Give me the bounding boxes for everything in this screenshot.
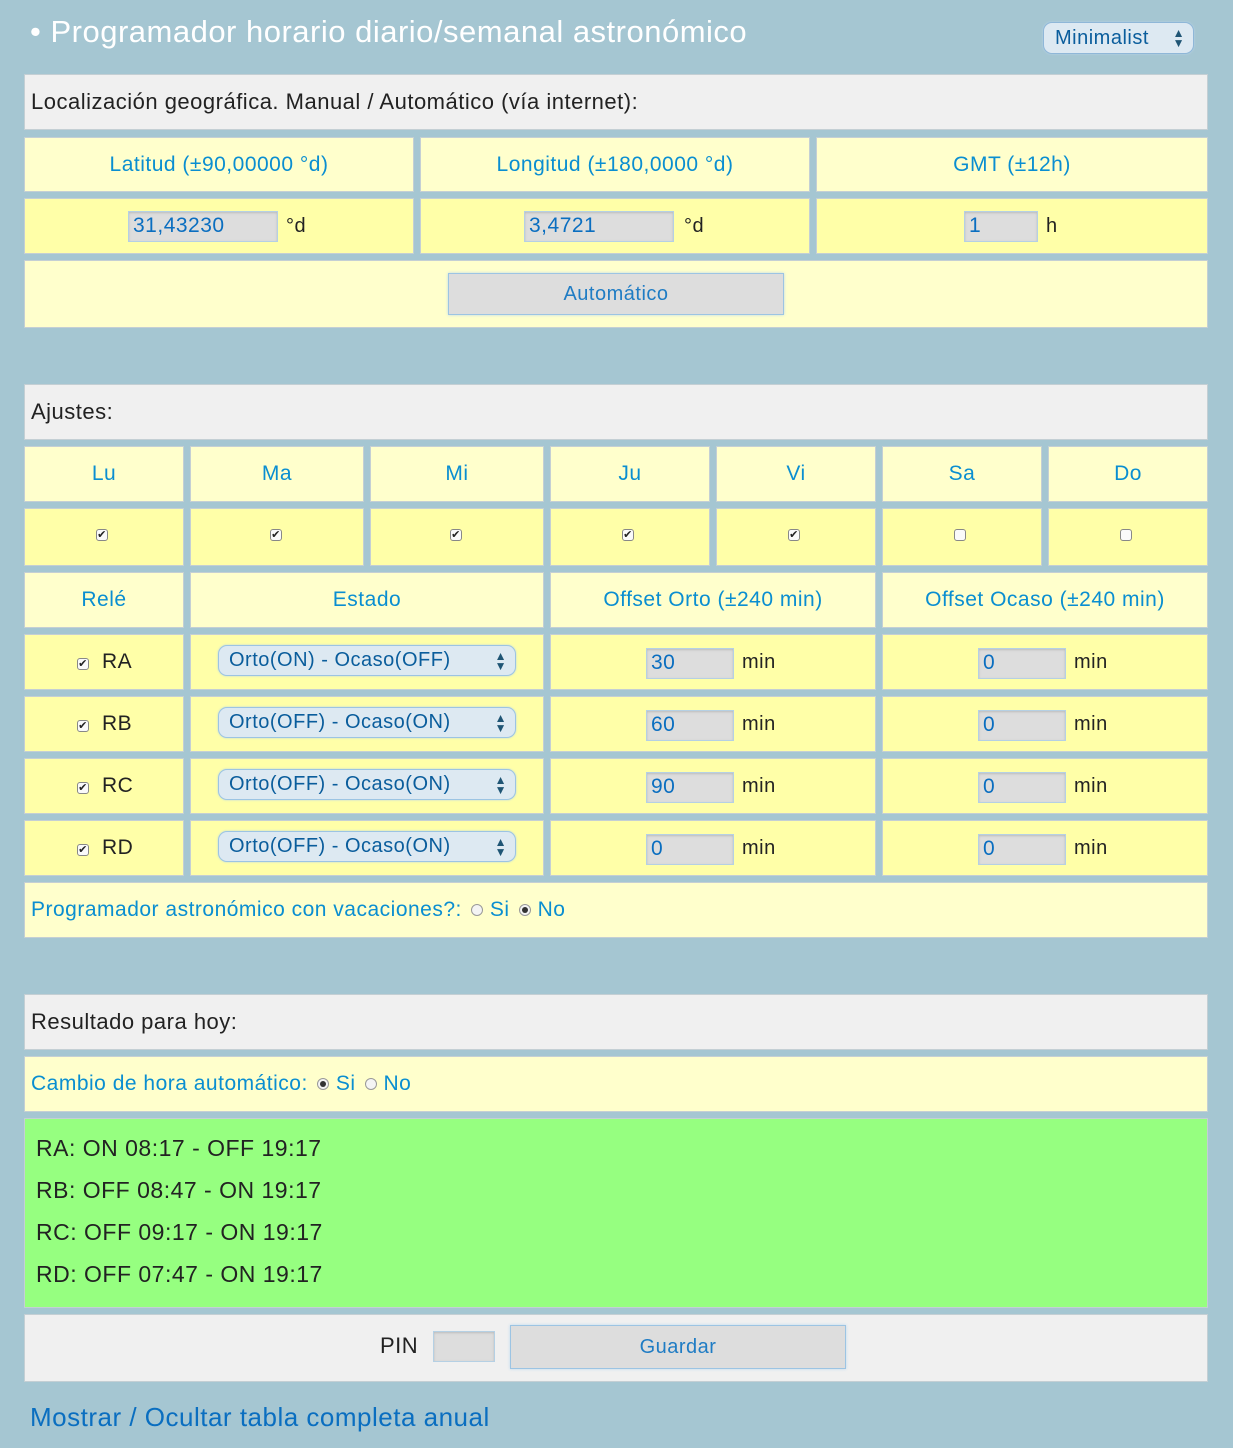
relay-ocaso-unit-ra: min (1074, 651, 1108, 673)
relay-name-rc: RC (102, 774, 134, 797)
relay-ocaso-unit-rc: min (1074, 775, 1108, 797)
relay-ocaso-input-rb[interactable]: 0 (978, 710, 1066, 741)
day-label-lu: Lu (24, 446, 184, 502)
save-button[interactable]: Guardar (510, 1325, 846, 1369)
result-header: Resultado para hoy: (24, 994, 1208, 1050)
relay-cell-rc (24, 758, 184, 814)
theme-select-value: Minimalist (1055, 27, 1149, 49)
vacaciones-radio-si[interactable] (471, 904, 483, 916)
latitude-input[interactable]: 31,43230 (128, 211, 278, 242)
vacaciones-radio-no[interactable] (519, 904, 531, 916)
relay-estado-cell-rc (190, 758, 544, 814)
day-cell-mi (370, 508, 544, 566)
day-cell-ju (550, 508, 710, 566)
longitude-label: Longitud (±180,0000 °d) (420, 137, 810, 192)
location-header: Localización geográfica. Manual / Automático (vía internet): (24, 74, 1208, 130)
relay-cell-rb (24, 696, 184, 752)
gmt-input[interactable]: 1 (964, 211, 1038, 242)
day-cell-lu (24, 508, 184, 566)
relay-estado-select-rc[interactable] (218, 769, 516, 800)
gmt-unit: h (1046, 215, 1058, 237)
relay-orto-cell-rd (550, 820, 876, 876)
result-line-rd: RD: OFF 07:47 - ON 19:17 (36, 1261, 323, 1287)
pin-input[interactable] (433, 1331, 495, 1362)
latitude-unit: °d (286, 215, 307, 237)
toggle-annual-table-link[interactable]: Mostrar / Ocultar tabla completa anual (30, 1402, 490, 1432)
result-line-ra: RA: ON 08:17 - OFF 19:17 (36, 1135, 322, 1161)
relay-orto-cell-rb (550, 696, 876, 752)
relay-estado-select-ra[interactable] (218, 645, 516, 676)
relay-ocaso-cell-ra (882, 634, 1208, 690)
relay-ocaso-cell-rb (882, 696, 1208, 752)
day-label-vi: Vi (716, 446, 876, 502)
page-title: • Programador horario diario/semanal astronómico (30, 14, 748, 49)
vacaciones-si-label: Si (489, 898, 510, 921)
day-checkbox-sa[interactable] (954, 529, 966, 541)
relay-ocaso-cell-rd (882, 820, 1208, 876)
relay-estado-value-rb: Orto(OFF) - Ocaso(ON) (229, 711, 451, 733)
relay-estado-select-rd[interactable] (218, 831, 516, 862)
cambio-si-label: Si (335, 1072, 356, 1095)
relay-name-ra: RA (102, 650, 133, 673)
auto-row (24, 260, 1208, 328)
relay-orto-unit-rd: min (742, 837, 776, 859)
relay-orto-input-rc[interactable]: 90 (646, 772, 734, 803)
relay-ocaso-unit-rb: min (1074, 713, 1108, 735)
day-checkbox-vi[interactable]: ✔ (789, 529, 799, 541)
cambio-radio-no[interactable] (365, 1078, 377, 1090)
day-label-sa: Sa (882, 446, 1042, 502)
relay-estado-value-rd: Orto(OFF) - Ocaso(ON) (229, 835, 451, 857)
cambio-no-label: No (383, 1072, 412, 1095)
relay-orto-unit-ra: min (742, 651, 776, 673)
vacaciones-label: Programador astronómico con vacaciones?: (31, 898, 462, 921)
relay-cell-rd (24, 820, 184, 876)
settings-header: Ajustes: (24, 384, 1208, 440)
theme-select[interactable] (1043, 22, 1194, 54)
col-rele: Relé (24, 572, 184, 628)
cambio-row (24, 1056, 1208, 1112)
day-checkbox-mi[interactable]: ✔ (451, 529, 461, 541)
select-arrows-icon: ▲ ▼ (494, 649, 507, 673)
relay-estado-cell-rb (190, 696, 544, 752)
day-label-do: Do (1048, 446, 1208, 502)
day-checkbox-lu[interactable]: ✔ (97, 529, 107, 541)
select-arrows-icon: ▲ ▼ (494, 711, 507, 735)
latitude-label: Latitud (±90,00000 °d) (24, 137, 414, 192)
vacaciones-no-label: No (537, 898, 566, 921)
relay-estado-value-rc: Orto(OFF) - Ocaso(ON) (229, 773, 451, 795)
relay-checkbox-rd[interactable]: ✔ (78, 844, 88, 856)
day-label-mi: Mi (370, 446, 544, 502)
relay-estado-cell-rd (190, 820, 544, 876)
day-cell-vi (716, 508, 876, 566)
vacaciones-row (24, 882, 1208, 938)
relay-orto-input-ra[interactable]: 30 (646, 648, 734, 679)
relay-cell-ra (24, 634, 184, 690)
result-line-rb: RB: OFF 08:47 - ON 19:17 (36, 1177, 322, 1203)
result-panel (24, 1118, 1208, 1308)
latitude-cell (24, 198, 414, 254)
col-offset-orto: Offset Orto (±240 min) (550, 572, 876, 628)
relay-orto-input-rb[interactable]: 60 (646, 710, 734, 741)
longitude-unit: °d (684, 215, 705, 237)
select-arrows-icon: ▲ ▼ (494, 773, 507, 797)
day-cell-do (1048, 508, 1208, 566)
day-cell-sa (882, 508, 1042, 566)
gmt-label: GMT (±12h) (816, 137, 1208, 192)
relay-checkbox-rc[interactable]: ✔ (78, 782, 88, 794)
relay-ocaso-cell-rc (882, 758, 1208, 814)
relay-ocaso-unit-rd: min (1074, 837, 1108, 859)
select-arrows-icon: ▲ ▼ (1172, 26, 1185, 50)
cambio-label: Cambio de hora automático: (31, 1072, 308, 1095)
relay-orto-cell-rc (550, 758, 876, 814)
day-checkbox-do[interactable] (1120, 529, 1132, 541)
col-offset-ocaso: Offset Ocaso (±240 min) (882, 572, 1208, 628)
cambio-radio-si[interactable] (317, 1078, 329, 1090)
relay-estado-cell-ra (190, 634, 544, 690)
day-checkbox-ma[interactable]: ✔ (271, 529, 281, 541)
day-checkbox-ju[interactable]: ✔ (623, 529, 633, 541)
relay-name-rd: RD (102, 836, 134, 859)
save-row (24, 1314, 1208, 1382)
relay-estado-value-ra: Orto(ON) - Ocaso(OFF) (229, 649, 451, 671)
relay-ocaso-input-ra[interactable]: 0 (978, 648, 1066, 679)
relay-orto-cell-ra (550, 634, 876, 690)
relay-ocaso-input-rd[interactable]: 0 (978, 834, 1066, 865)
relay-orto-unit-rb: min (742, 713, 776, 735)
relay-orto-input-rd[interactable]: 0 (646, 834, 734, 865)
gmt-cell (816, 198, 1208, 254)
relay-estado-select-rb[interactable] (218, 707, 516, 738)
pin-label: PIN (380, 1333, 419, 1358)
select-arrows-icon: ▲ ▼ (494, 835, 507, 859)
col-estado: Estado (190, 572, 544, 628)
day-label-ju: Ju (550, 446, 710, 502)
relay-checkbox-ra[interactable]: ✔ (78, 658, 88, 670)
day-label-ma: Ma (190, 446, 364, 502)
result-line-rc: RC: OFF 09:17 - ON 19:17 (36, 1219, 323, 1245)
longitude-cell (420, 198, 810, 254)
automatic-button[interactable]: Automático (448, 273, 784, 315)
day-cell-ma (190, 508, 364, 566)
relay-ocaso-input-rc[interactable]: 0 (978, 772, 1066, 803)
longitude-input[interactable]: 3,4721 (524, 211, 674, 242)
relay-orto-unit-rc: min (742, 775, 776, 797)
relay-name-rb: RB (102, 712, 133, 735)
relay-checkbox-rb[interactable]: ✔ (78, 720, 88, 732)
